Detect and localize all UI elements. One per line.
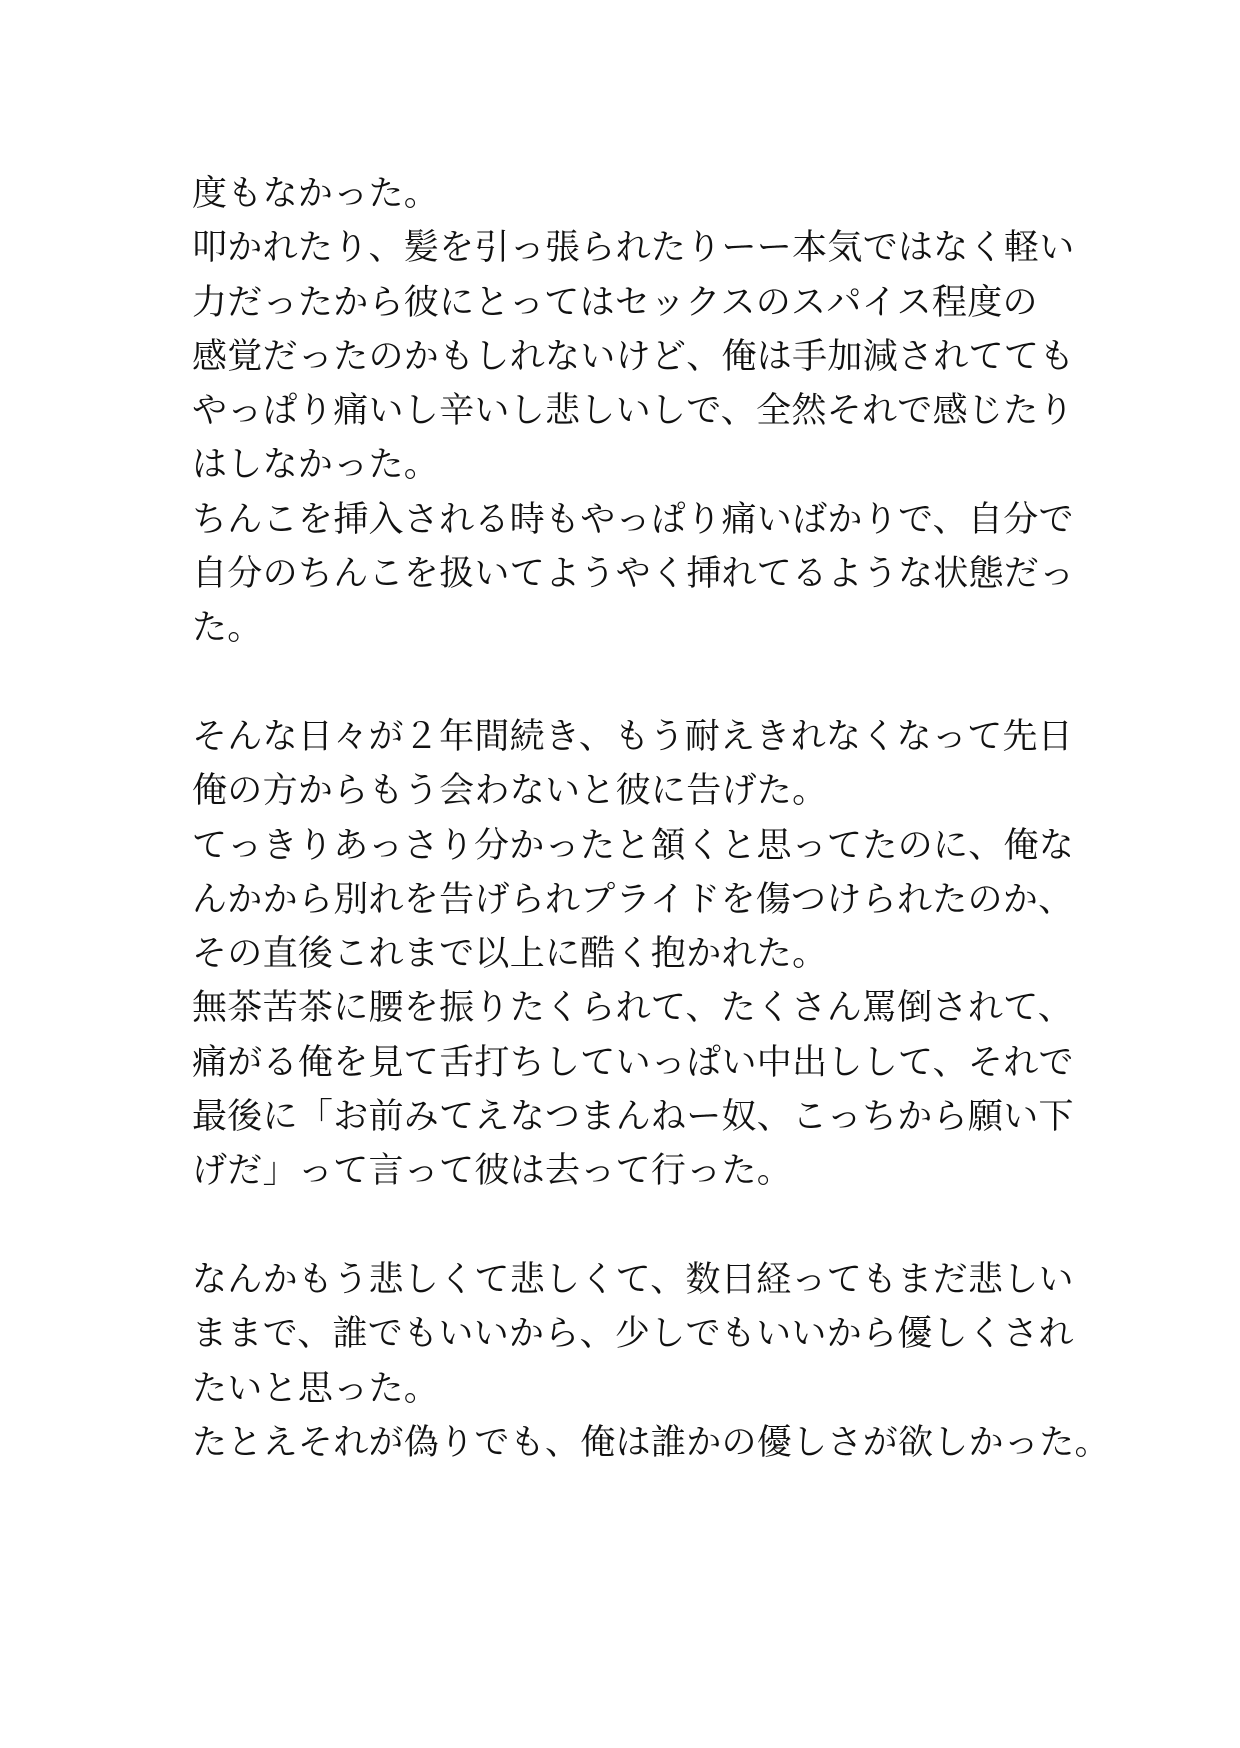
text-line: やっぱり痛いし辛いし悲しいしで、全然それで感じたり [192,391,1074,432]
text-line: たいと思った。 [192,1368,440,1409]
text-line: 無茶苦茶に腰を振りたくられて、たくさん罵倒されて、 [192,988,1074,1029]
text-line: げだ」って言って彼は去って行った。 [192,1151,793,1192]
text-line: てっきりあっさり分かったと頷くと思ってたのに、俺な [192,825,1075,866]
text-line: 俺の方からもう会わないと彼に告げた。 [192,771,828,812]
text-line: ままで、誰でもいいから、少しでもいいから優しくされ [192,1314,1074,1355]
text-line: 力だったから彼にとってはセックスのスパイス程度の [192,282,1038,323]
text-line: 叩かれたり、髪を引っ張られたりーー本気ではなく軽い [192,228,1075,269]
text-line: た。 [192,608,263,649]
text-line: たとえそれが偽りでも、俺は誰かの優しさが欲しかった。 [192,1422,1110,1463]
text-line: なんかもう悲しくて悲しくて、数日経ってもまだ悲しい [192,1259,1074,1300]
text-line: んかから別れを告げられプライドを傷つけられたのか、 [192,879,1074,920]
text-line: 自分のちんこを扱いてようやく挿れてるような状態だっ [192,554,1075,595]
text-line: 最後に「お前みてえなつまんねー奴、こっちから願い下 [192,1097,1074,1138]
text-line: 痛がる俺を見て舌打ちしていっぱい中出しして、それで [192,1042,1074,1083]
body-text [192,167,1110,1470]
text-line: 感覚だったのかもしれないけど、俺は手加減されてても [192,336,1075,377]
text-line: そんな日々が２年間続き、もう耐えきれなくなって先日 [192,716,1074,757]
paragraph-break [192,656,1072,710]
text-line: 度もなかった。 [192,174,440,214]
text-line: その直後これまで以上に酷く抱かれた。 [192,934,828,975]
text-line: はしなかった。 [192,445,440,486]
paragraph-break [192,1199,1072,1253]
text-line: ちんこを挿入される時もやっぱり痛いばかりで、自分で [192,499,1074,540]
